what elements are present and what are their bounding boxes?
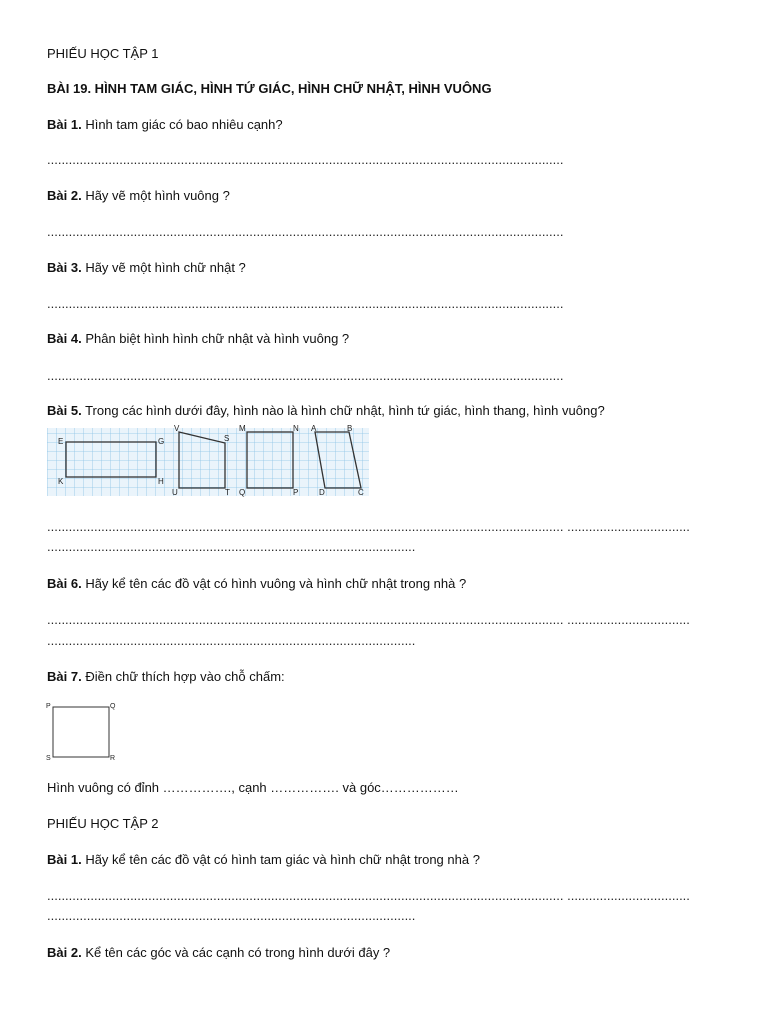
vertex-label: T — [225, 488, 230, 497]
exercise-text: Kể tên các góc và các cạnh có trong hình dưới đây ? — [85, 945, 391, 960]
sheet2-exercise-2 — [47, 945, 390, 960]
exercise-label: Bài 1. — [47, 852, 82, 867]
exercise-label: Bài 3. — [47, 260, 82, 275]
exercise-text: Hãy kể tên các đồ vật có hình tam giác và hình chữ nhật trong nhà ? — [85, 852, 480, 867]
vertex-label: M — [239, 424, 246, 433]
vertex-label: D — [319, 488, 325, 497]
answer-line[interactable]: ............................................................................................................................................... .................................. — [47, 888, 690, 903]
shapes-grid-figure — [47, 424, 369, 497]
answer-line[interactable]: ............................................................................................................................................... .................................. — [47, 612, 690, 627]
exercise-text: Trong các hình dưới đây, hình nào là hình chữ nhật, hình tứ giác, hình thang, hình vuông? — [85, 403, 605, 418]
vertex-label: S — [46, 755, 51, 762]
sheet2-exercise-1 — [47, 852, 480, 867]
sheet1-heading: PHIẾU HỌC TẬP 1 — [47, 46, 159, 61]
exercise-text: Hãy kể tên các đồ vật có hình vuông và hình chữ nhật trong nhà ? — [85, 576, 467, 591]
vertex-label: B — [347, 424, 353, 433]
exercise-text: Hình tam giác có bao nhiêu cạnh? — [85, 117, 283, 132]
answer-line[interactable]: ............................................................................................................................................... — [47, 368, 564, 383]
sheet2-heading: PHIẾU HỌC TẬP 2 — [47, 816, 159, 831]
square-pqrs — [53, 707, 109, 757]
vertex-label: E — [58, 437, 64, 446]
answer-line[interactable]: ............................................................................................................................................... — [47, 296, 564, 311]
exercise-label: Bài 7. — [47, 669, 82, 684]
answer-line[interactable]: ...................................................................................................... — [47, 908, 416, 923]
exercise-label: Bài 6. — [47, 576, 82, 591]
vertex-label: N — [293, 424, 299, 433]
answer-line[interactable]: ...................................................................................................... — [47, 539, 416, 554]
exercise-1 — [47, 117, 283, 132]
exercise-label: Bài 4. — [47, 331, 82, 346]
answer-line[interactable]: ............................................................................................................................................... — [47, 152, 564, 167]
exercise-2 — [47, 188, 230, 203]
fill-in-line[interactable]: Hình vuông có đỉnh ……………., cạnh ……………. và góc……………… — [47, 780, 459, 795]
exercise-label: Bài 1. — [47, 117, 82, 132]
answer-line[interactable]: ............................................................................................................................................... .................................. — [47, 519, 690, 534]
square-pqrs-figure — [44, 700, 124, 764]
exercise-6 — [47, 576, 466, 591]
vertex-label: V — [174, 424, 180, 433]
sheet1-title: BÀI 19. HÌNH TAM GIÁC, HÌNH TỨ GIÁC, HÌNH CHỮ NHẬT, HÌNH VUÔNG — [47, 81, 492, 96]
vertex-label: H — [158, 477, 164, 486]
exercise-label: Bài 2. — [47, 188, 82, 203]
vertex-label: R — [110, 755, 116, 762]
exercise-text: Hãy vẽ một hình vuông ? — [85, 188, 230, 203]
exercise-4 — [47, 331, 349, 346]
exercise-label: Bài 5. — [47, 403, 82, 418]
vertex-label: K — [58, 477, 64, 486]
answer-line[interactable]: ...................................................................................................... — [47, 633, 416, 648]
vertex-label: G — [158, 437, 165, 446]
exercise-text: Điền chữ thích hợp vào chỗ chấm: — [85, 669, 285, 684]
exercise-3 — [47, 260, 246, 275]
exercise-text: Phân biệt hình hình chữ nhật và hình vuông ? — [85, 331, 350, 346]
exercise-7 — [47, 669, 285, 684]
vertex-label: P — [46, 703, 51, 710]
vertex-label: A — [311, 424, 317, 433]
vertex-label: C — [358, 488, 364, 497]
exercise-text: Hãy vẽ một hình chữ nhật ? — [85, 260, 246, 275]
vertex-label: Q — [239, 488, 246, 497]
answer-line[interactable]: ............................................................................................................................................... — [47, 224, 564, 239]
vertex-label: P — [293, 488, 299, 497]
vertex-label: U — [172, 488, 178, 497]
exercise-5 — [47, 403, 605, 418]
exercise-label: Bài 2. — [47, 945, 82, 960]
vertex-label: S — [224, 434, 230, 443]
vertex-label: Q — [110, 703, 116, 710]
